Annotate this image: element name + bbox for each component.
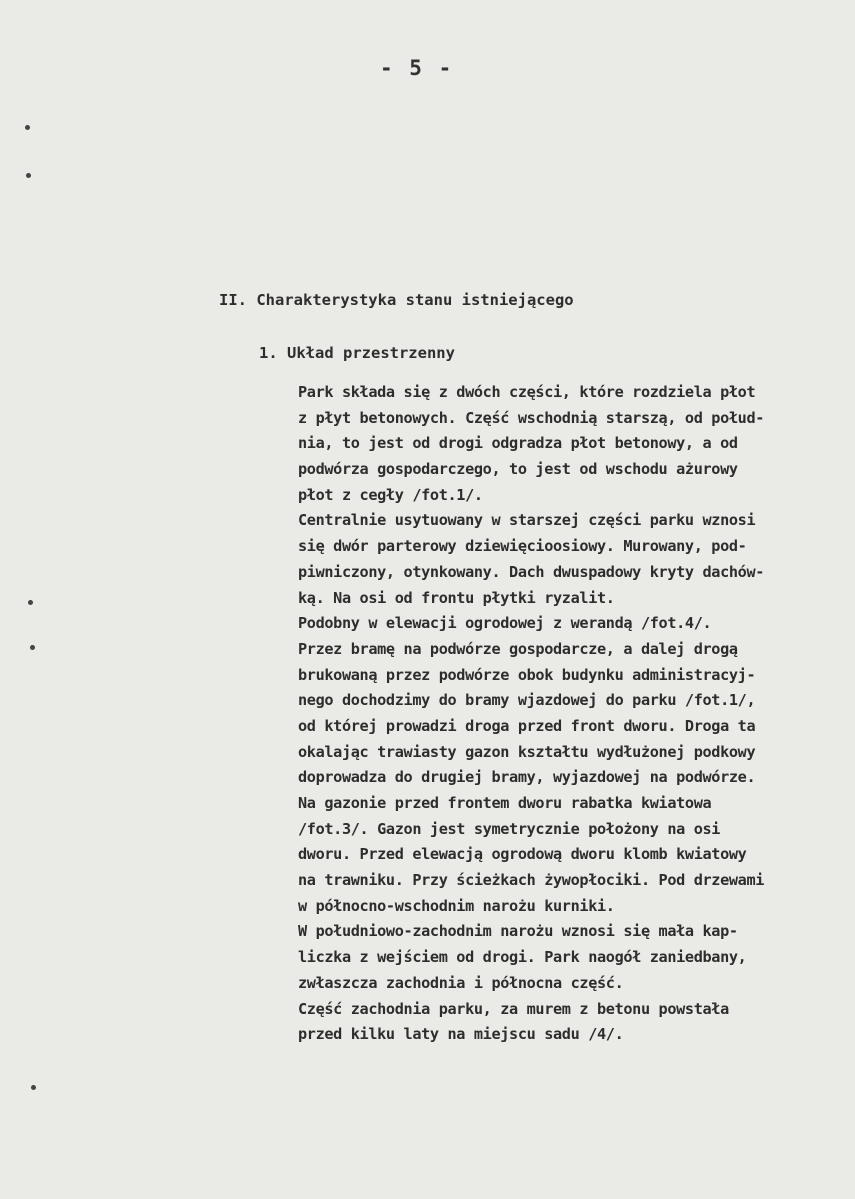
body-line: na trawniku. Przy ścieżkach żywopłociki. Pod drzewami	[298, 871, 765, 890]
body-line: Przez bramę na podwórze gospodarcze, a dalej drogą	[298, 639, 738, 658]
body-line: zwłaszcza zachodnia i północna część.	[298, 973, 624, 992]
body-line: Park składa się z dwóch części, które rozdziela płot	[298, 383, 756, 401]
body-line: doprowadza do drugiej bramy, wyjazdowej na podwórze.	[298, 768, 756, 787]
body-line: /fot.3/. Gazon jest symetrycznie położony na osi	[298, 819, 721, 838]
body-line: W południowo-zachodnim narożu wznosi się mała kap-	[298, 922, 738, 941]
body-line: Podobny w elewacji ogrodowej z werandą /fot.4/.	[298, 614, 712, 633]
subsection-heading: 1. Układ przestrzenny	[259, 344, 455, 362]
body-line: się dwór parterowy dziewięcioosiowy. Murowany, pod-	[298, 537, 747, 556]
punch-mark	[26, 173, 31, 178]
section-heading: II. Charakterystyka stanu istniejącego	[219, 291, 574, 309]
punch-mark	[30, 645, 35, 650]
body-line: piwniczony, otynkowany. Dach dwuspadowy kryty dachów-	[298, 562, 765, 581]
body-line: brukowaną przez podwórze obok budynku administracyj-	[298, 665, 756, 684]
punch-mark	[31, 1085, 36, 1090]
body-line: od której prowadzi droga przed front dworu. Droga ta	[298, 716, 756, 735]
body-text	[298, 380, 855, 1048]
page-number: - 5 -	[380, 56, 454, 80]
body-line: okalając trawiasty gazon kształtu wydłużonej podkowy	[298, 742, 756, 761]
body-line: Centralnie usytuowany w starszej części parku wznosi	[298, 511, 756, 530]
body-line: płot z cegły /fot.1/.	[298, 485, 483, 504]
body-line: z płyt betonowych. Część wschodnią starszą, od połud-	[298, 408, 765, 427]
body-line: liczka z wejściem od drogi. Park naogół zaniedbany,	[298, 948, 747, 967]
body-line: podwórza gospodarczego, to jest od wschodu ażurowy	[298, 460, 738, 479]
body-line: przed kilku laty na miejscu sadu /4/.	[298, 1025, 624, 1044]
punch-mark	[25, 125, 30, 130]
body-line: w północno-wschodnim narożu kurniki.	[298, 896, 615, 915]
body-line: ką. Na osi od frontu płytki ryzalit.	[298, 588, 615, 607]
body-line: Na gazonie przed frontem dworu rabatka kwiatowa	[298, 794, 712, 812]
body-line: dworu. Przed elewacją ogrodową dworu klomb kwiatowy	[298, 845, 747, 864]
body-line: nego dochodzimy do bramy wjazdowej do parku /fot.1/,	[298, 691, 756, 710]
body-line: Część zachodnia parku, za murem z betonu powstała	[298, 999, 729, 1018]
punch-mark	[28, 600, 33, 605]
body-line: nia, to jest od drogi odgradza płot betonowy, a od	[298, 434, 738, 453]
